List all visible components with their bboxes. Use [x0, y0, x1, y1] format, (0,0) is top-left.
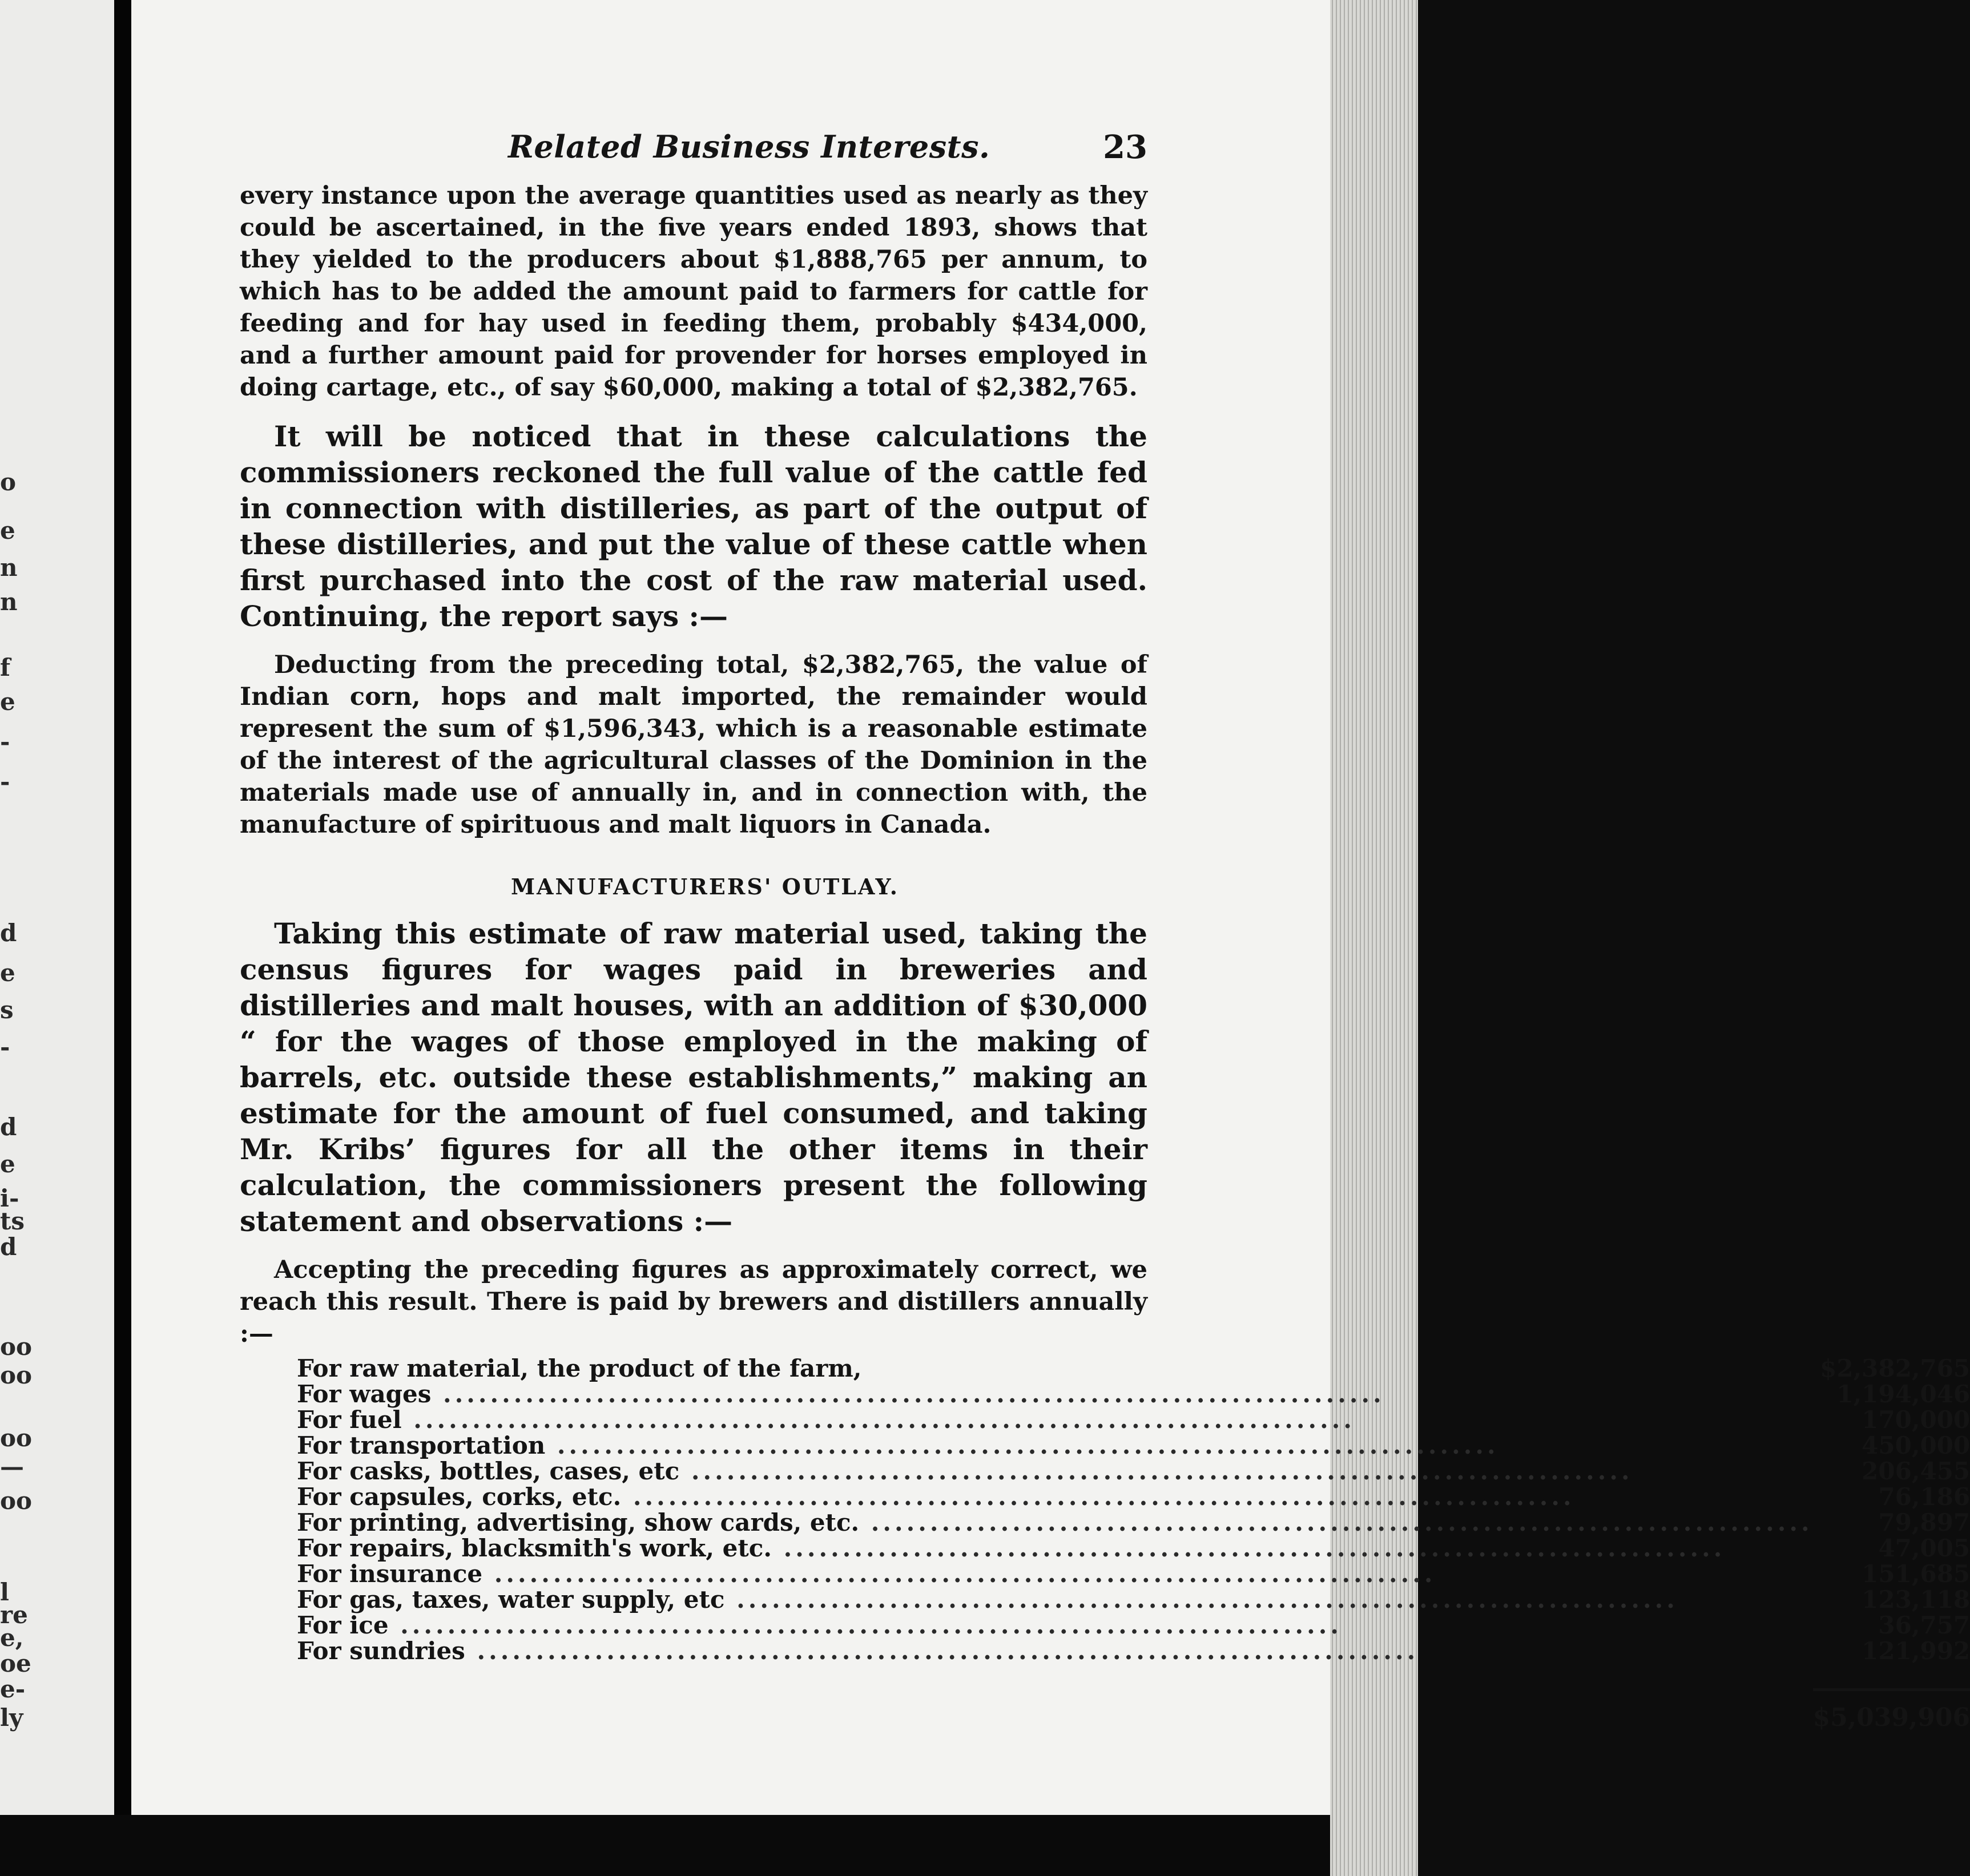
paragraph-accepting-figures: Accepting the preceding figures as approximately correct, we reach this result. There is paid by brewers and distillers annually :— [240, 1256, 1147, 1348]
outlay-amount: 450,000 [1862, 1431, 1970, 1459]
facing-page-fragment: s [0, 996, 14, 1024]
outlay-label-text: For fuel [297, 1406, 402, 1434]
page-number: 23 [1103, 128, 1147, 166]
leader-dots: ................................................................................ [465, 1637, 1419, 1665]
outlay-label-text: For capsules, corks, etc. [297, 1483, 622, 1511]
leader-dots: ................................................................................ [431, 1380, 1385, 1408]
facing-page-fragment: oo [0, 1487, 33, 1515]
outlay-amount: 36,757 [1878, 1611, 1970, 1639]
outlay-amount: 47,005 [1878, 1534, 1970, 1562]
facing-page-fragment: — [0, 1453, 24, 1480]
outlay-row [297, 1612, 1970, 1638]
outlay-amount: 206,455 [1862, 1457, 1970, 1485]
paragraph-commissioners-note: It will be noticed that in these calculations the commissioners reckoned the full value of the cattle fed in connection with distilleries, as part of the output of these distilleries, and put the value of these cattle when first purchased into the cost of the raw material used. Continuing, the report says :— [240, 419, 1147, 633]
outlay-label-text: For sundries [297, 1637, 465, 1665]
outlay-row [297, 1458, 1970, 1484]
outlay-amount: 123,118 [1862, 1585, 1970, 1613]
outlay-row [297, 1587, 1970, 1612]
total-row [297, 1689, 1970, 1730]
facing-page-fragment: ly [0, 1704, 23, 1732]
leader-dots: ................................................................................ [545, 1431, 1499, 1459]
outlay-row [297, 1381, 1970, 1407]
facing-page-fragment: e [0, 959, 15, 987]
paragraph-report-quote: Deducting from the preceding total, $2,382,765, the value of Indian corn, hops and malt imported, the remainder would represent the sum of $1,596,343, which is a reasonable estimate of the interest of the agricultural classes of the Dominion in the materials made use of annually in, and in connection with, the manufacture of spirituous and malt liquors in Canada. [240, 651, 1147, 839]
section-heading: MANUFACTURERS' OUTLAY. [510, 874, 900, 899]
outlay-row [297, 1510, 1970, 1535]
leader-dots: ................................................................................ [771, 1534, 1726, 1562]
facing-page-fragment: d [0, 1113, 17, 1141]
facing-page-fragment: - [0, 768, 10, 796]
outlay-label-text: For repairs, blacksmith's work, etc. [297, 1534, 772, 1562]
facing-page-fragment: - [0, 1033, 10, 1061]
outlay-label [297, 1407, 1813, 1433]
outlay-label [297, 1535, 1813, 1561]
facing-page-fragment: o [0, 468, 17, 496]
facing-page-fragment: f [0, 653, 11, 681]
outlay-label-text: For casks, bottles, cases, etc [297, 1457, 680, 1485]
facing-page-fragment: e [0, 688, 15, 716]
outlay-amount: 151,685 [1862, 1560, 1970, 1588]
outlay-amount: 121,992 [1862, 1637, 1970, 1665]
outlay-label [297, 1510, 1813, 1535]
facing-page-fragment: re [0, 1601, 28, 1629]
outlay-row [297, 1433, 1970, 1458]
outlay-label-text: For transportation [297, 1431, 546, 1459]
facing-page-fragment: oo [0, 1333, 33, 1361]
facing-page-fragment: d [0, 1233, 17, 1261]
facing-page-fragment: e- [0, 1675, 26, 1703]
outlay-row [297, 1407, 1970, 1433]
outlay-label-text: For ice [297, 1611, 389, 1639]
outlay-label-text: For printing, advertising, show cards, etc. [297, 1508, 860, 1536]
leader-dots: ................................................................................ [401, 1406, 1355, 1434]
facing-page-fragment: l [0, 1578, 9, 1606]
paragraph-outlay-intro: Taking this estimate of raw material used, taking the census figures for wages paid in breweries and distilleries and malt houses, with an addition of $30,000 “ for the wages of those employed in the making of barrels, etc. outside these establishments,” making an estimate for the amount of fuel consumed, and taking Mr. Kribs’ figures for all the other items in their calculation, the commissioners present the following statement and observations :— [240, 917, 1147, 1238]
outlay-label [297, 1355, 1813, 1381]
facing-page-fragment: - [0, 728, 10, 756]
facing-page-strip [0, 0, 114, 1876]
facing-page-fragment: e [0, 517, 15, 544]
leader-dots: ................................................................................ [724, 1585, 1678, 1613]
scan-bottom-border [0, 1815, 1330, 1876]
leader-dots: ................................................................................ [482, 1560, 1436, 1588]
facing-page-fragment: e [0, 1150, 15, 1178]
outlay-label [297, 1638, 1813, 1664]
outlay-label-text: For gas, taxes, water supply, etc [297, 1585, 725, 1613]
leader-dots: ................................................................................ [859, 1508, 1813, 1536]
total-rule [297, 1664, 1970, 1689]
facing-page-fragment: oo [0, 1424, 33, 1452]
outlay-label [297, 1561, 1813, 1587]
leader-dots: ................................................................................ [621, 1483, 1575, 1511]
leader-dots: ................................................................................ [679, 1457, 1633, 1485]
running-head [240, 123, 1147, 174]
outlay-amount: 1,194,046 [1836, 1380, 1970, 1408]
facing-page-fragment: i- [0, 1184, 19, 1212]
outlay-label [297, 1612, 1813, 1638]
facing-page-fragment: n [0, 554, 18, 582]
outlay-label [297, 1484, 1813, 1510]
outlay-label [297, 1458, 1813, 1484]
running-head-title: Related Business Interests. [508, 128, 990, 165]
outlay-row [297, 1484, 1970, 1510]
facing-page-fragment: d [0, 919, 17, 947]
outlay-amount: 79,897 [1878, 1508, 1970, 1536]
outlay-amount: 76,186 [1878, 1483, 1970, 1511]
paragraph-continued: every instance upon the average quantities used as nearly as they could be ascertained, in the five years ended 1893, shows that they yielded to the producers about $1,888,765 per annum, to which has to be added the amount paid to farmers for cattle for feeding and for hay used in feeding them, probably $434,000, and a further amount paid for provender for horses employed in doing cartage, etc., of say $60,000, making a total of $2,382,765. [240, 181, 1147, 402]
outlay-total: $5,039,906 [1812, 1702, 1970, 1732]
outlay-row [297, 1535, 1970, 1561]
outlay-label [297, 1433, 1813, 1458]
outlay-label [297, 1587, 1813, 1612]
outlay-label-text: For raw material, the product of the farm, [297, 1354, 862, 1382]
outlay-table [297, 1355, 1970, 1730]
page-content [240, 123, 1970, 1732]
book-gutter [114, 0, 131, 1876]
outlay-label-text: For insurance [297, 1560, 483, 1588]
outlay-amount: $2,382,765 [1820, 1354, 1970, 1382]
outlay-label [297, 1381, 1813, 1407]
facing-page-fragment: ts [0, 1207, 25, 1235]
outlay-row [297, 1638, 1970, 1664]
outlay-row [297, 1561, 1970, 1587]
facing-page-fragment: n [0, 588, 18, 616]
outlay-label-text: For wages [297, 1380, 432, 1408]
leader-dots: ................................................................................ [388, 1611, 1342, 1639]
facing-page-fragment: oo [0, 1361, 33, 1389]
facing-page-fragment: oe [0, 1649, 31, 1677]
facing-page-fragment: e, [0, 1624, 24, 1652]
outlay-amount: 170,000 [1862, 1406, 1970, 1434]
outlay-row [297, 1355, 1970, 1381]
